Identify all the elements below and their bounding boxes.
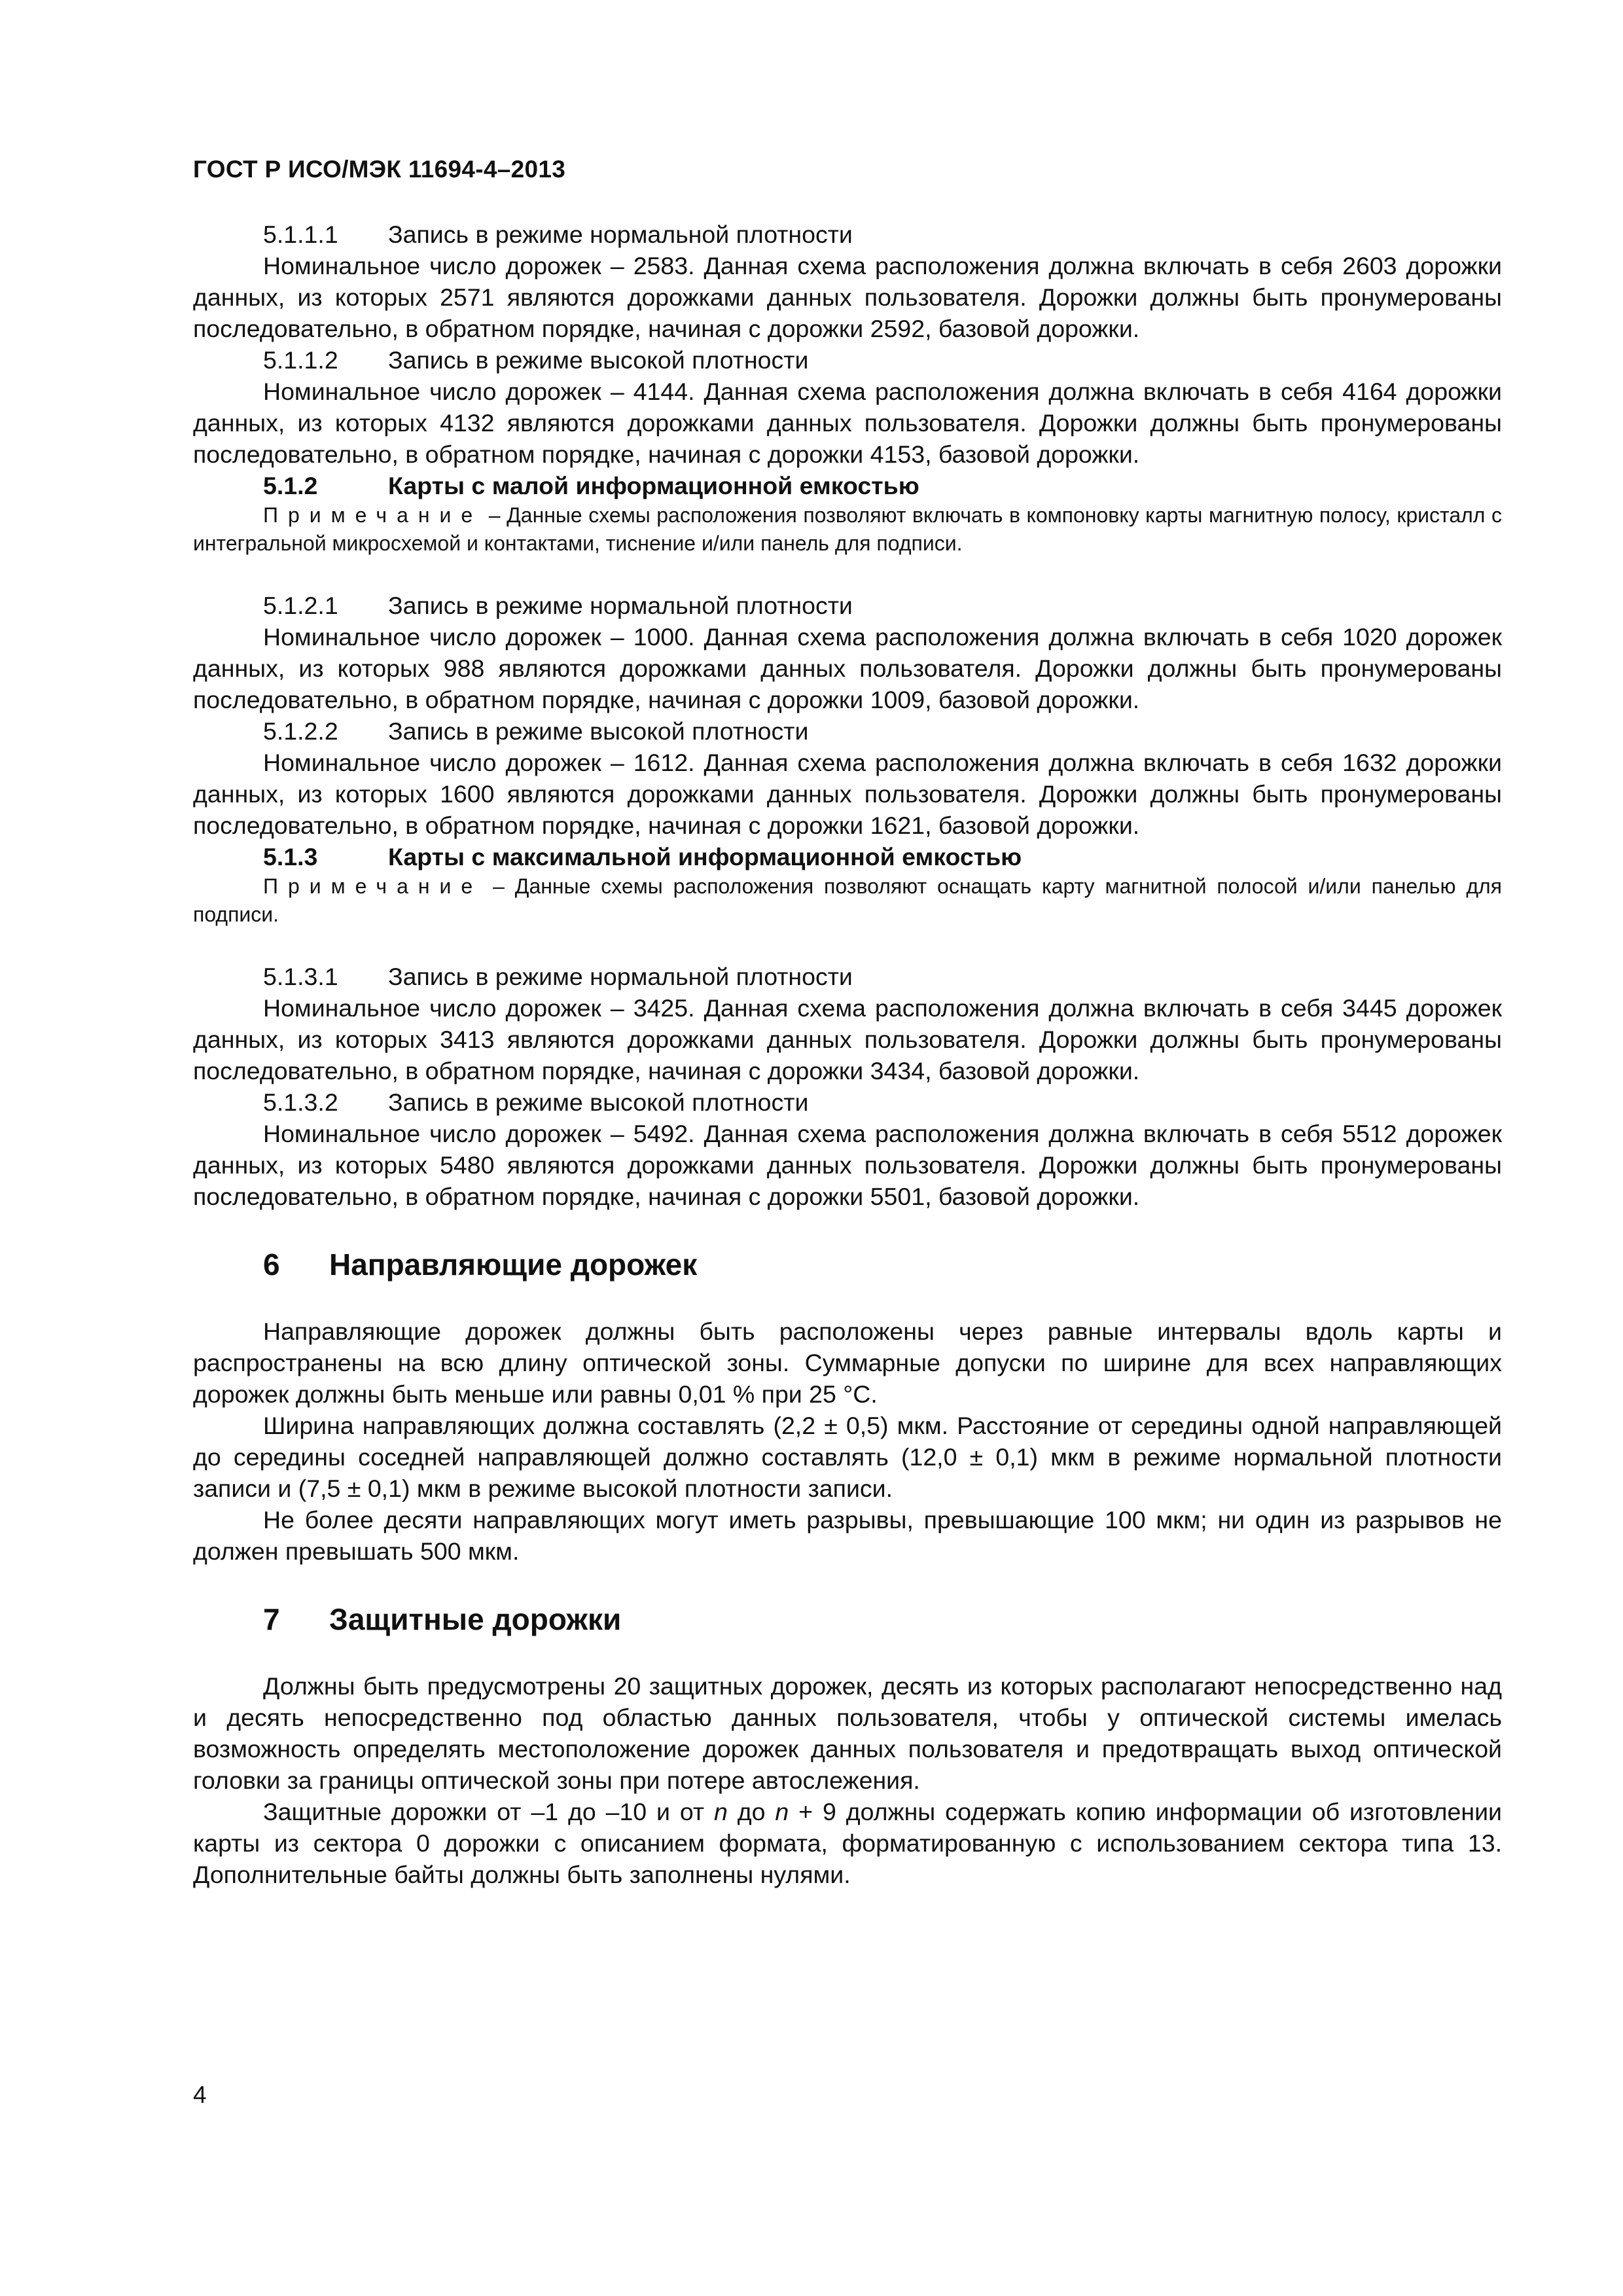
subclause-5-1-2-2-heading — [193, 715, 1502, 747]
clause-title: Карты с малой информационной емкостью — [388, 472, 919, 499]
subsection-5-1-3-heading — [193, 841, 1502, 872]
clause-number: 5.1.3.1 — [263, 963, 338, 990]
section-6-heading — [193, 1245, 1502, 1284]
clause-number: 5.1.2.1 — [263, 592, 338, 619]
paragraph-5-1-2-1: Номинальное число дорожек – 1000. Данная схема расположения должна включать в себя 1020 дорожек данных, из которых 988 являются дорожками данных пользователя. Дорожки должны быть пронумерованы последовательно, в обратном порядке, начиная с дорожки 1009, базовой дорожки. — [193, 623, 1502, 713]
paragraph-5-1-1-2: Номинальное число дорожек – 4144. Данная схема расположения должна включать в себя 4164 дорожки данных, из которых 4132 являются дорожками данных пользователя. Дорожки должны быть пронумерованы последовательно, в обратном порядке, начиная с дорожки 4153, базовой дорожки. — [193, 378, 1502, 468]
clause-title: Запись в режиме нормальной плотности — [388, 592, 853, 619]
note-5-1-3 — [193, 872, 1502, 929]
note-text: – Данные схемы расположения позволяют включать в компоновку карты магнитную полосу, кристалл с интегральной микросхемой и контактами, тиснение и/или панель для подписи. — [193, 503, 1502, 555]
paragraph-6-2: Ширина направляющих должна составлять (2,2 ± 0,5) мкм. Расстояние от середины одной направляющей до середины соседней направляющей должно составлять (12,0 ± 0,1) мкм в режиме нормальной плотности записи и (7,5 ± 0,1) мкм в режиме высокой плотности записи. — [193, 1412, 1502, 1502]
subclause-5-1-3-1-heading — [193, 961, 1502, 992]
section-title: Защитные дорожки — [329, 1602, 622, 1636]
clause-title: Карты с максимальной информационной емкостью — [388, 843, 1022, 870]
paragraph-5-1-1-1: Номинальное число дорожек – 2583. Данная схема расположения должна включать в себя 2603 дорожки данных, из которых 2571 являются дорожками данных пользователя. Дорожки должны быть пронумерованы последовательно, в обратном порядке, начиная с дорожки 2592, базовой дорожки. — [193, 252, 1502, 342]
document-body — [193, 219, 1502, 1890]
paragraph-5-1-2-2: Номинальное число дорожек – 1612. Данная схема расположения должна включать в себя 1632 дорожки данных, из которых 1600 являются дорожками данных пользователя. Дорожки должны быть пронумерованы последовательно, в обратном порядке, начиная с дорожки 1621, базовой дорожки. — [193, 749, 1502, 839]
clause-title: Запись в режиме высокой плотности — [388, 717, 809, 745]
section-7-heading — [193, 1600, 1502, 1639]
text-run: + 9 должны содержать копию информации об изготовлении карты из сектора 0 дорожки с описанием формата, форматированную с использованием сектора типа 13. Дополнительные байты должны быть заполнены нулями. — [193, 1798, 1502, 1888]
paragraph-6-3: Не более десяти направляющих могут иметь разрывы, превышающие 100 мкм; ни один из разрывов не должен превышать 500 мкм. — [193, 1506, 1502, 1565]
paragraph-6-1: Направляющие дорожек должны быть расположены через равные интервалы вдоль карты и распространены на всю длину оптической зоны. Суммарные допуски по ширине для всех направляющих дорожек должны быть меньше или равны 0,01 % при 25 °С. — [193, 1318, 1502, 1408]
clause-title: Запись в режиме нормальной плотности — [388, 963, 853, 990]
section-title: Направляющие дорожек — [329, 1247, 698, 1282]
note-label: Примечание — [263, 874, 483, 898]
subclause-5-1-1-1-heading — [193, 219, 1502, 250]
document-header: ГОСТ Р ИСО/МЭК 11694-4–2013 — [193, 156, 566, 183]
clause-number: 5.1.2.2 — [263, 717, 338, 745]
note-5-1-2 — [193, 501, 1502, 558]
subclause-5-1-2-1-heading — [193, 590, 1502, 621]
clause-number: 5.1.3.2 — [263, 1088, 338, 1116]
page-number: 4 — [193, 2081, 207, 2108]
note-text: – Данные схемы расположения позволяют оснащать карту магнитной полосой и/или панелью для подписи. — [193, 874, 1502, 926]
clause-title: Запись в режиме высокой плотности — [388, 346, 809, 374]
clause-number: 5.1.3 — [263, 843, 318, 870]
paragraph-7-2 — [193, 1796, 1502, 1890]
subsection-5-1-2-heading — [193, 470, 1502, 501]
clause-number: 5.1.1.2 — [263, 346, 338, 374]
note-label: Примечание — [263, 503, 483, 527]
clause-number: 5.1.2 — [263, 472, 318, 499]
subclause-5-1-1-2-heading — [193, 344, 1502, 376]
section-number: 6 — [263, 1247, 280, 1282]
paragraph-5-1-3-2: Номинальное число дорожек – 5492. Данная схема расположения должна включать в себя 5512 дорожек данных, из которых 5480 являются дорожками данных пользователя. Дорожки должны быть пронумерованы последовательно, в обратном порядке, начиная с дорожки 5501, базовой дорожки. — [193, 1120, 1502, 1210]
paragraph-5-1-3-1: Номинальное число дорожек – 3425. Данная схема расположения должна включать в себя 3445 дорожек данных, из которых 3413 являются дорожками данных пользователя. Дорожки должны быть пронумерованы последовательно, в обратном порядке, начиная с дорожки 3434, базовой дорожки. — [193, 994, 1502, 1085]
variable-n: n — [714, 1798, 728, 1825]
paragraph-7-1: Должны быть предусмотрены 20 защитных дорожек, десять из которых располагают непосредственно над и десять непосредственно под областью данных пользователя, чтобы у оптической системы имелась возможность определять местоположение дорожек данных пользователя и предотвращать выход оптической головки за границы оптической зоны при потере автослежения. — [193, 1672, 1502, 1794]
section-number: 7 — [263, 1602, 280, 1636]
text-run: до — [727, 1798, 776, 1825]
subclause-5-1-3-2-heading — [193, 1086, 1502, 1118]
text-run: Защитные дорожки от –1 до –10 и от — [263, 1798, 714, 1825]
clause-title: Запись в режиме нормальной плотности — [388, 221, 853, 248]
clause-title: Запись в режиме высокой плотности — [388, 1088, 809, 1116]
clause-number: 5.1.1.1 — [263, 221, 338, 248]
variable-n: n — [775, 1798, 789, 1825]
